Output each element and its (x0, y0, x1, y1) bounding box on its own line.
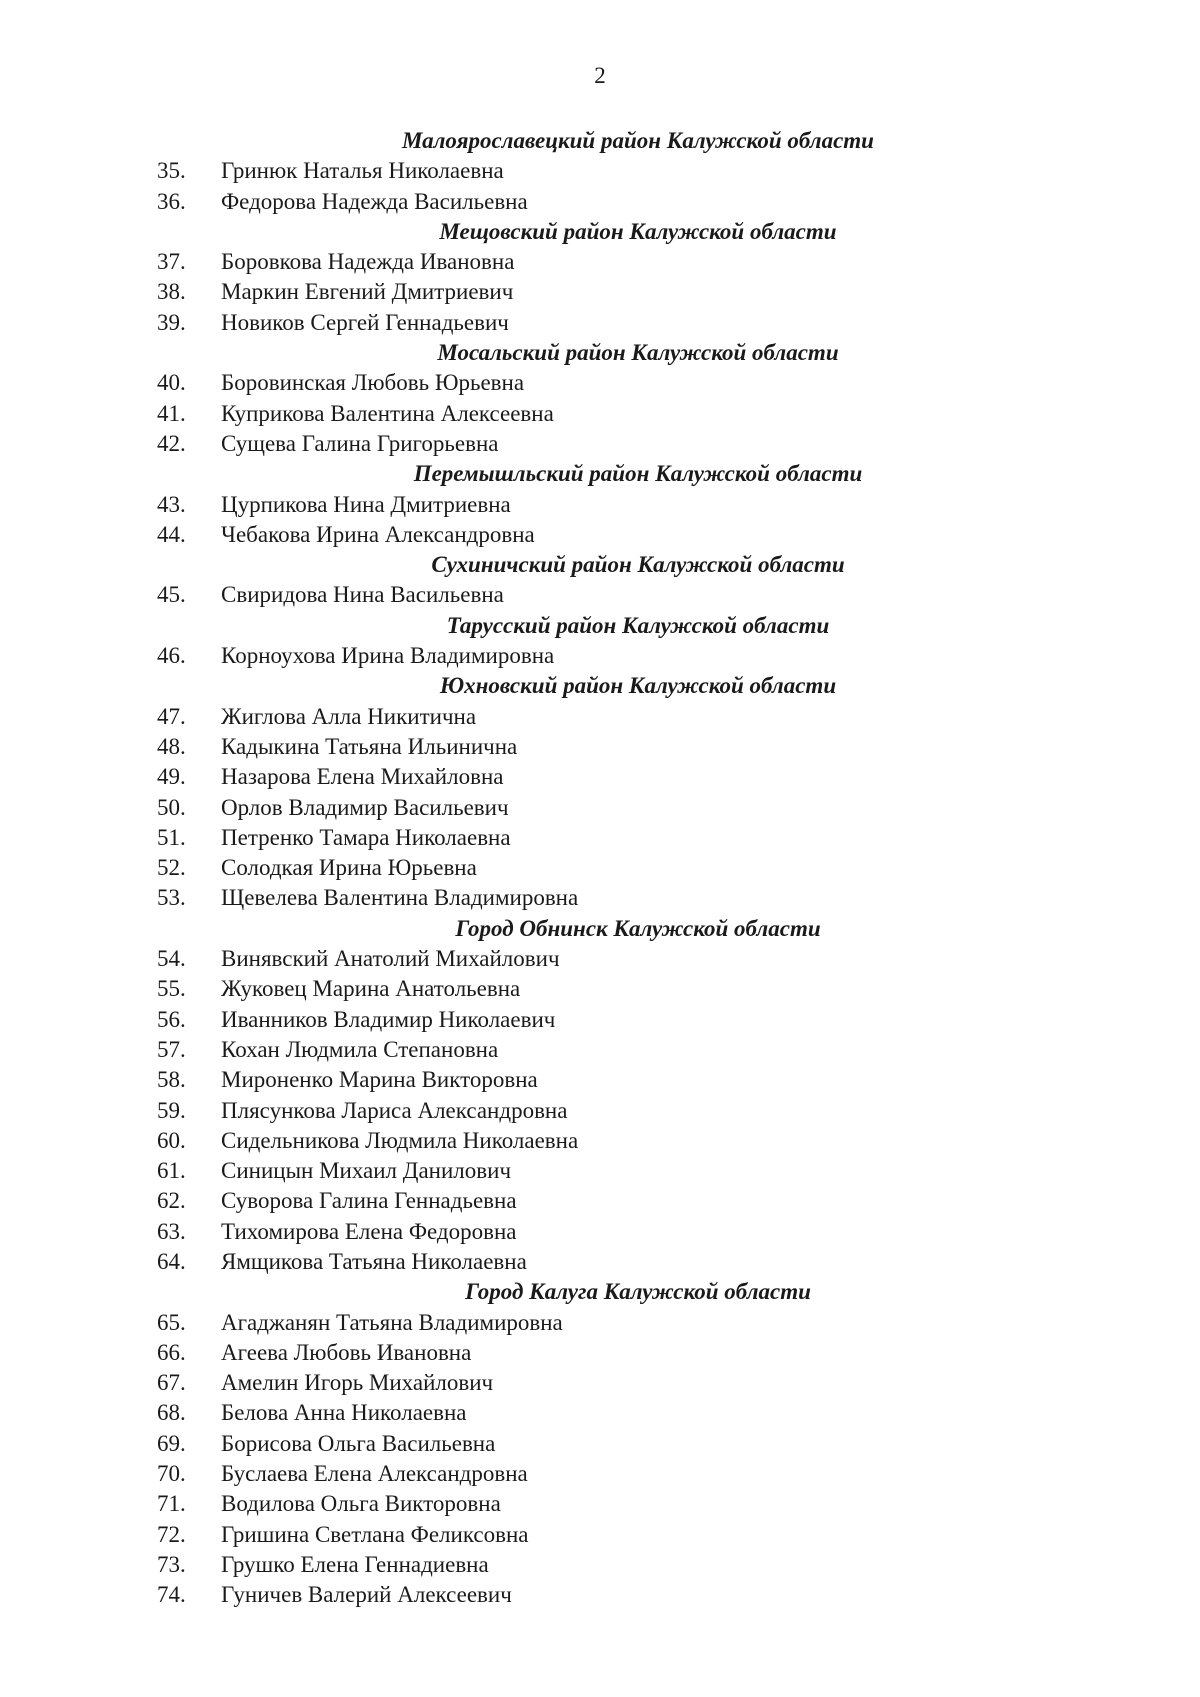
section-heading: Сухиничский район Калужской области (431, 552, 845, 578)
list-item (0, 156, 1200, 186)
section-heading: Тарусский район Калужской области (446, 612, 830, 638)
item-number: 48. (157, 733, 186, 759)
list-item (0, 1550, 1200, 1580)
person-name: Гришина Светлана Феликсовна (221, 1521, 529, 1547)
list-item (0, 883, 1200, 913)
list-item (0, 793, 1200, 823)
person-name: Винявский Анатолий Михайлович (221, 946, 560, 972)
item-number: 40. (157, 370, 186, 396)
list-item (0, 823, 1200, 853)
person-name: Цурпикова Нина Дмитриевна (221, 491, 511, 517)
person-name: Агаджанян Татьяна Владимировна (221, 1309, 563, 1335)
item-number: 60. (157, 1127, 186, 1153)
list-item (0, 187, 1200, 217)
list-item (0, 490, 1200, 520)
person-name: Орлов Владимир Васильевич (221, 794, 509, 820)
list-item (0, 974, 1200, 1004)
person-name: Водилова Ольга Викторовна (221, 1491, 501, 1517)
item-number: 59. (157, 1097, 186, 1123)
item-number: 62. (157, 1188, 186, 1214)
list-item (0, 368, 1200, 398)
person-name: Федорова Надежда Васильевна (221, 188, 528, 214)
person-name: Петренко Тамара Николаевна (221, 824, 511, 850)
person-name: Щевелева Валентина Владимировна (221, 885, 579, 911)
list-item (0, 702, 1200, 732)
item-number: 51. (157, 824, 186, 850)
list-item (0, 1247, 1200, 1277)
person-name: Солодкая Ирина Юрьевна (221, 855, 477, 881)
item-number: 52. (157, 855, 186, 881)
list-item (0, 1429, 1200, 1459)
name-list (0, 126, 1200, 1611)
person-name: Чебакова Ирина Александровна (221, 521, 535, 547)
item-number: 55. (157, 976, 186, 1002)
item-number: 36. (157, 188, 186, 214)
person-name: Агеева Любовь Ивановна (221, 1339, 472, 1365)
section-heading: Мосальский район Калужской области (437, 340, 839, 366)
item-number: 66. (157, 1339, 186, 1365)
list-item (0, 1186, 1200, 1216)
list-item (0, 1065, 1200, 1095)
list-item (0, 1308, 1200, 1338)
list-item (0, 1126, 1200, 1156)
section-heading: Город Калуга Калужской области (465, 1279, 811, 1305)
list-item (0, 399, 1200, 429)
item-number: 67. (157, 1370, 186, 1396)
item-number: 57. (157, 1036, 186, 1062)
item-number: 41. (157, 400, 186, 426)
section-heading: Перемышльский район Калужской области (413, 461, 863, 487)
item-number: 70. (157, 1461, 186, 1487)
list-item (0, 1368, 1200, 1398)
item-number: 50. (157, 794, 186, 820)
item-number: 73. (157, 1551, 186, 1577)
item-number: 74. (157, 1582, 186, 1608)
page-number: 2 (594, 63, 606, 88)
item-number: 68. (157, 1400, 186, 1426)
section-heading: Юхновский район Калужской области (439, 673, 837, 699)
person-name: Суворова Галина Геннадьевна (221, 1188, 517, 1214)
list-item (0, 1005, 1200, 1035)
item-number: 39. (157, 309, 186, 335)
item-number: 69. (157, 1430, 186, 1456)
item-number: 63. (157, 1218, 186, 1244)
item-number: 37. (157, 249, 186, 275)
person-name: Кохан Людмила Степановна (221, 1036, 499, 1062)
person-name: Жуковец Марина Анатольевна (221, 976, 521, 1002)
item-number: 45. (157, 582, 186, 608)
section-heading: Мещовский район Калужской области (439, 218, 837, 244)
list-item (0, 732, 1200, 762)
list-item (0, 429, 1200, 459)
section-heading: Город Обнинск Калужской области (455, 915, 821, 941)
item-number: 49. (157, 764, 186, 790)
person-name: Сущева Галина Григорьевна (221, 430, 499, 456)
list-item (0, 641, 1200, 671)
person-name: Гуничев Валерий Алексеевич (221, 1582, 512, 1608)
item-number: 47. (157, 703, 186, 729)
person-name: Иванников Владимир Николаевич (221, 1006, 556, 1032)
list-item (0, 1580, 1200, 1610)
item-number: 64. (157, 1248, 186, 1274)
item-number: 43. (157, 491, 186, 517)
person-name: Кадыкина Татьяна Ильинична (221, 733, 518, 759)
list-item (0, 520, 1200, 550)
list-item (0, 308, 1200, 338)
person-name: Боровкова Надежда Ивановна (221, 249, 515, 275)
item-number: 65. (157, 1309, 186, 1335)
person-name: Амелин Игорь Михайлович (221, 1370, 494, 1396)
list-item (0, 247, 1200, 277)
person-name: Новиков Сергей Геннадьевич (221, 309, 509, 335)
item-number: 61. (157, 1158, 186, 1184)
list-item (0, 1398, 1200, 1428)
person-name: Свиридова Нина Васильевна (221, 582, 504, 608)
item-number: 71. (157, 1491, 186, 1517)
item-number: 44. (157, 521, 186, 547)
list-item (0, 1217, 1200, 1247)
person-name: Плясункова Лариса Александровна (221, 1097, 568, 1123)
person-name: Сидельникова Людмила Николаевна (221, 1127, 579, 1153)
list-item (0, 1338, 1200, 1368)
person-name: Маркин Евгений Дмитриевич (221, 279, 514, 305)
person-name: Белова Анна Николаевна (221, 1400, 467, 1426)
person-name: Грушко Елена Геннадиевна (221, 1551, 489, 1577)
item-number: 46. (157, 643, 186, 669)
list-item (0, 277, 1200, 307)
list-item (0, 1096, 1200, 1126)
item-number: 38. (157, 279, 186, 305)
person-name: Мироненко Марина Викторовна (221, 1067, 538, 1093)
person-name: Тихомирова Елена Федоровна (221, 1218, 517, 1244)
list-item (0, 580, 1200, 610)
item-number: 72. (157, 1521, 186, 1547)
item-number: 56. (157, 1006, 186, 1032)
person-name: Борисова Ольга Васильевна (221, 1430, 496, 1456)
person-name: Назарова Елена Михайловна (221, 764, 504, 790)
list-item (0, 1156, 1200, 1186)
list-item (0, 1459, 1200, 1489)
list-item (0, 762, 1200, 792)
item-number: 58. (157, 1067, 186, 1093)
person-name: Буслаева Елена Александровна (221, 1461, 528, 1487)
person-name: Ямщикова Татьяна Николаевна (221, 1248, 527, 1274)
item-number: 42. (157, 430, 186, 456)
list-item (0, 1035, 1200, 1065)
item-number: 53. (157, 885, 186, 911)
person-name: Куприкова Валентина Алексеевна (221, 400, 554, 426)
person-name: Боровинская Любовь Юрьевна (221, 370, 525, 396)
item-number: 35. (157, 158, 186, 184)
person-name: Жиглова Алла Никитична (221, 703, 477, 729)
list-item (0, 1489, 1200, 1519)
section-heading: Малоярославецкий район Калужской области (402, 128, 874, 153)
list-item (0, 1520, 1200, 1550)
item-number: 54. (157, 946, 186, 972)
person-name: Корноухова Ирина Владимировна (221, 643, 555, 669)
person-name: Синицын Михаил Данилович (221, 1158, 512, 1184)
person-name: Гринюк Наталья Николаевна (221, 158, 504, 184)
list-item (0, 853, 1200, 883)
list-item (0, 944, 1200, 974)
